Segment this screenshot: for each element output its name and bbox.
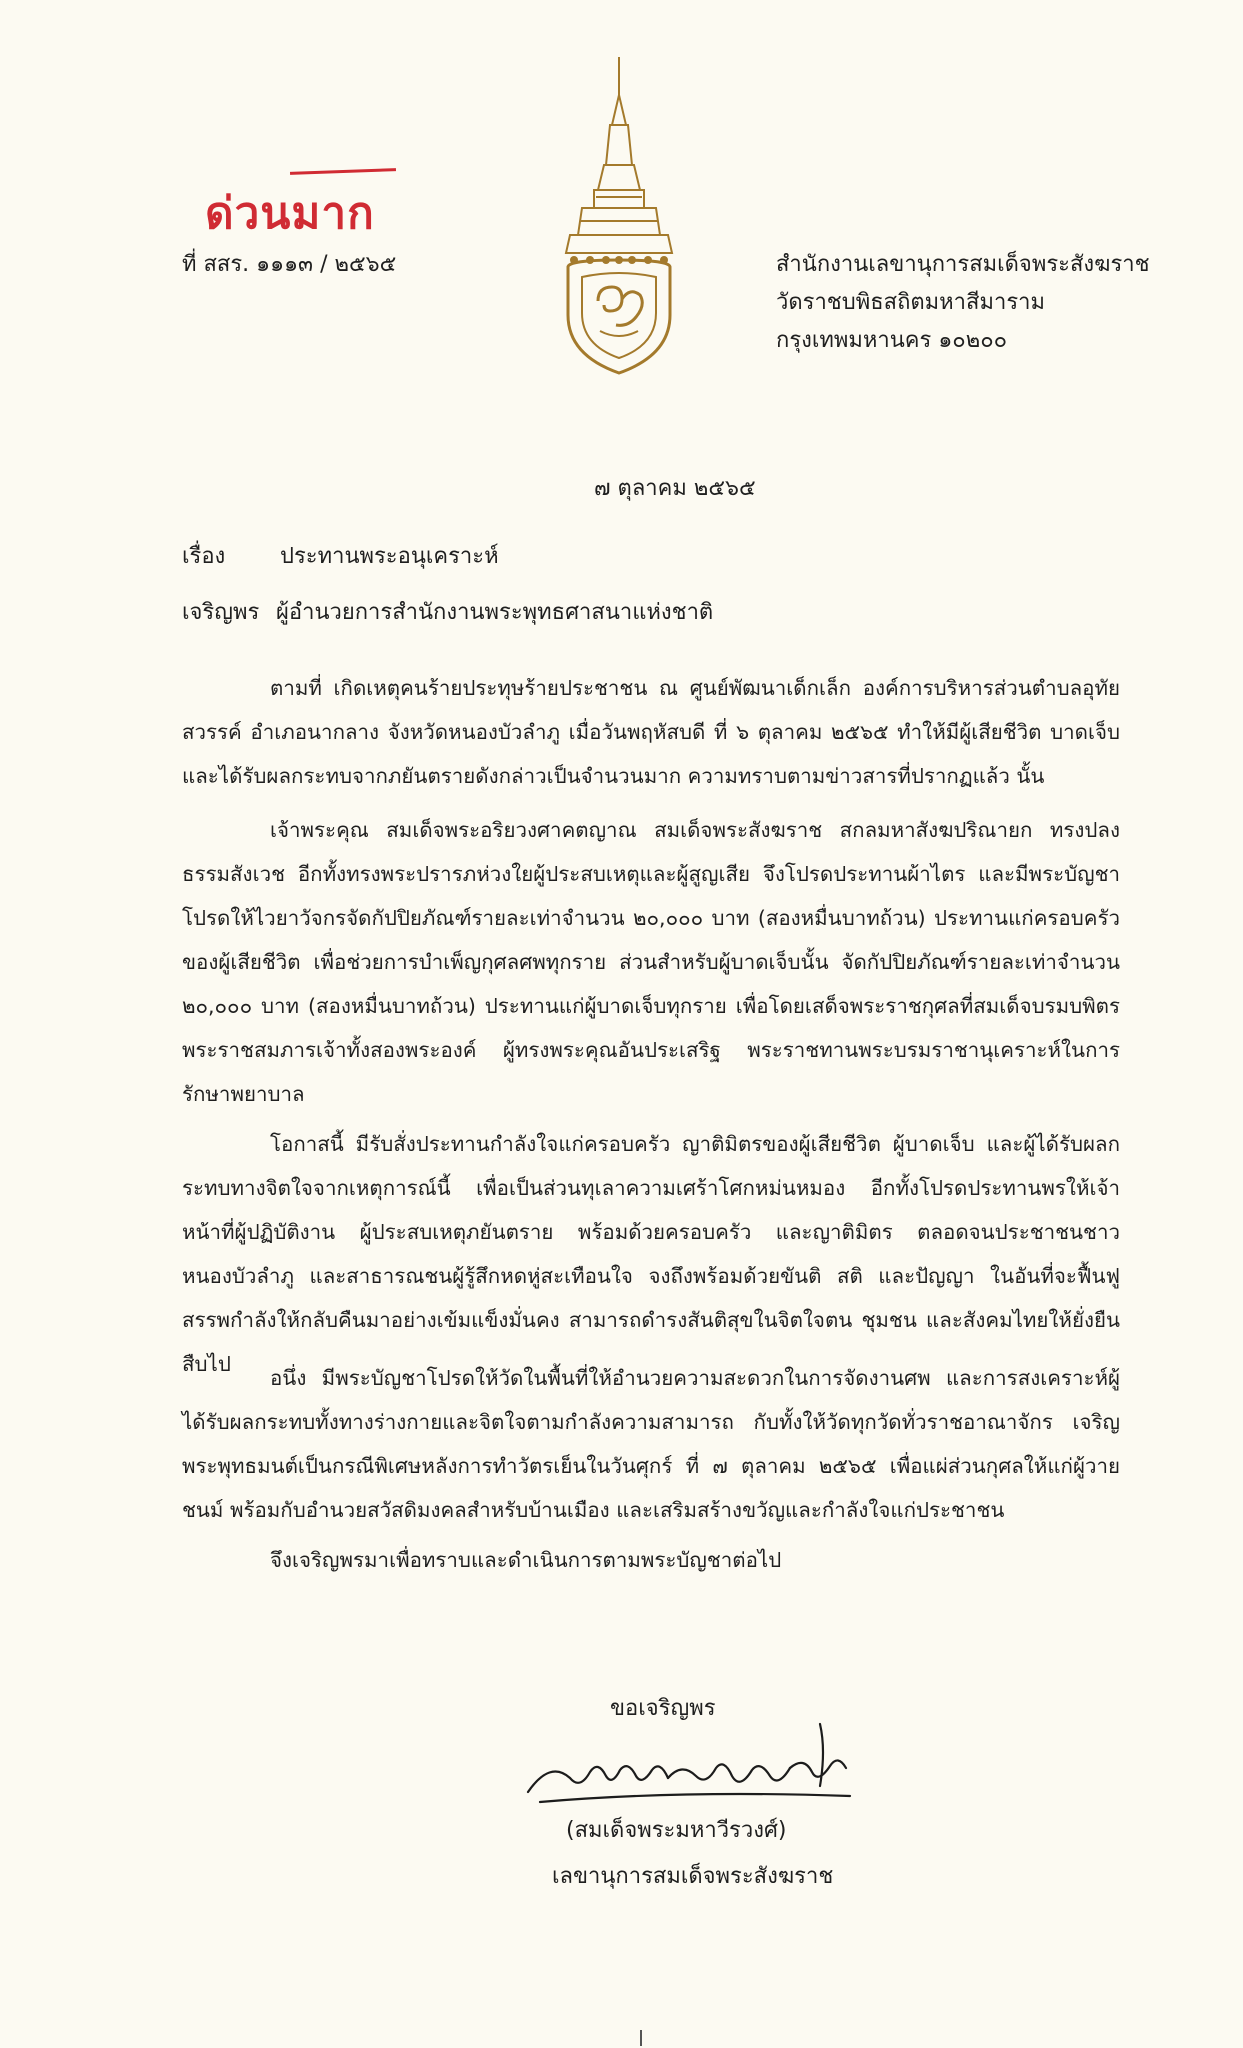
office-line: กรุงเทพมหานคร ๑๐๒๐๐: [776, 328, 1008, 353]
signature-icon: [520, 1720, 870, 1810]
subject-value: ประทานพระอนุเคราะห์: [280, 544, 499, 569]
subject-label: เรื่อง: [182, 544, 226, 569]
emblem-icon: [560, 55, 678, 380]
letter-date: ๗ ตุลาคม ๒๕๖๕: [594, 476, 756, 501]
reference-number: ที่ สสร. ๑๑๑๓ / ๒๕๖๕: [182, 252, 397, 277]
stamp-underline: [290, 168, 396, 175]
urgent-stamp: ด่วนมาก: [205, 188, 375, 239]
paragraph-1: ตามที่ เกิดเหตุคนร้ายประทุษร้ายประชาชน ณ ศูนย์พัฒนาเด็กเล็ก องค์การบริหารส่วนตำบลอุทัยสวรรค์ อำเภอนากลาง จังหวัดหนองบัวลำภู เมื่อวันพฤหัสบดี ที่ ๖ ตุลาคม ๒๕๖๕ ทำให้มีผู้เสียชีวิต บาดเจ็บ และได้รับผลกระทบจากภยันตรายดังกล่าวเป็นจำนวนมาก ความทราบตามข่าวสารที่ปรากฏแล้ว นั้น: [182, 676, 1120, 788]
paragraph-3: โอกาสนี้ มีรับสั่งประทานกำลังใจแก่ครอบครัว ญาติมิตรของผู้เสียชีวิต ผู้บาดเจ็บ และผู้ได้รับผลกระทบทางจิตใจจากเหตุการณ์นี้ เพื่อเป็นส่วนทุเลาความเศร้าโศกหม่นหมอง อีกทั้งโปรดประทานพรให้เจ้าหน้าที่ผู้ปฏิบัติงาน ผู้ประสบเหตุภยันตราย พร้อมด้วยครอบครัว และญาติมิตร ตลอดจนประชาชนชาวหนองบัวลำภู และสาธารณชนผู้รู้สึกหดหู่สะเทือนใจ จงถึงพร้อมด้วยขันติ สติ และปัญญา ในอันที่จะฟื้นฟูสรรพกำลังให้กลับคืนมาอย่างเข้มแข็งมั่นคง สามารถดำรงสันติสุขในจิตใจตน ชุมชน และสังคมไทยให้ยั่งยืนสืบไป: [182, 1132, 1120, 1376]
signer-name: (สมเด็จพระมหาวีรวงศ์): [566, 1818, 787, 1843]
addressee-label: เจริญพร: [182, 600, 260, 625]
signer-position: เลขานุการสมเด็จพระสังฆราช: [552, 1864, 834, 1889]
paragraph-4: อนึ่ง มีพระบัญชาโปรดให้วัดในพื้นที่ให้อำนวยความสะดวกในการจัดงานศพ และการสงเคราะห์ผู้ได้รับผลกระทบทั้งทางร่างกายและจิตใจตามกำลังความสามารถ กับทั้งให้วัดทุกวัดทั่วราชอาณาจักร เจริญพระพุทธมนต์เป็นกรณีพิเศษหลังการทำวัตรเย็นในวันศุกร์ ที่ ๗ ตุลาคม ๒๕๖๕ เพื่อแผ่ส่วนกุศลให้แก่ผู้วายชนม์ พร้อมกับอำนวยสวัสดิมงคลสำหรับบ้านเมือง และเสริมสร้างขวัญและกำลังใจแก่ประชาชน: [182, 1366, 1120, 1522]
paragraph-2: เจ้าพระคุณ สมเด็จพระอริยวงศาคตญาณ สมเด็จพระสังฆราช สกลมหาสังฆปริณายก ทรงปลงธรรมสังเวช อีกทั้งทรงพระปรารภห่วงใยผู้ประสบเหตุและผู้สูญเสีย จึงโปรดประทานผ้าไตร และมีพระบัญชาโปรดให้ไวยาวัจกรจัดกัปปิยภัณฑ์รายละเท่าจำนวน ๒๐,๐๐๐ บาท (สองหมื่นบาทถ้วน) ประทานแก่ครอบครัวของผู้เสียชีวิต เพื่อช่วยการบำเพ็ญกุศลศพทุกราย ส่วนสำหรับผู้บาดเจ็บนั้น จัดกัปปิยภัณฑ์รายละเท่าจำนวน ๒๐,๐๐๐ บาท (สองหมื่นบาทถ้วน) ประทานแก่ผู้บาดเจ็บทุกราย เพื่อโดยเสด็จพระราชกุศลที่สมเด็จบรมบพิตรพระราชสมภารเจ้าทั้งสองพระองค์ ผู้ทรงพระคุณอันประเสริฐ พระราชทานพระบรมราชานุเคราะห์ในการรักษาพยาบาล: [182, 818, 1120, 1106]
office-line: สำนักงานเลขานุการสมเด็จพระสังฆราช: [776, 252, 1150, 277]
closing-salutation: ขอเจริญพร: [610, 1696, 716, 1721]
page-mark: [640, 2030, 642, 2046]
addressee-value: ผู้อำนวยการสำนักงานพระพุทธศาสนาแห่งชาติ: [276, 600, 714, 625]
office-address: [776, 246, 1150, 360]
paragraph-5: จึงเจริญพรมาเพื่อทราบและดำเนินการตามพระบัญชาต่อไป: [270, 1548, 782, 1572]
office-line: วัดราชบพิธสถิตมหาสีมาราม: [776, 290, 1045, 315]
